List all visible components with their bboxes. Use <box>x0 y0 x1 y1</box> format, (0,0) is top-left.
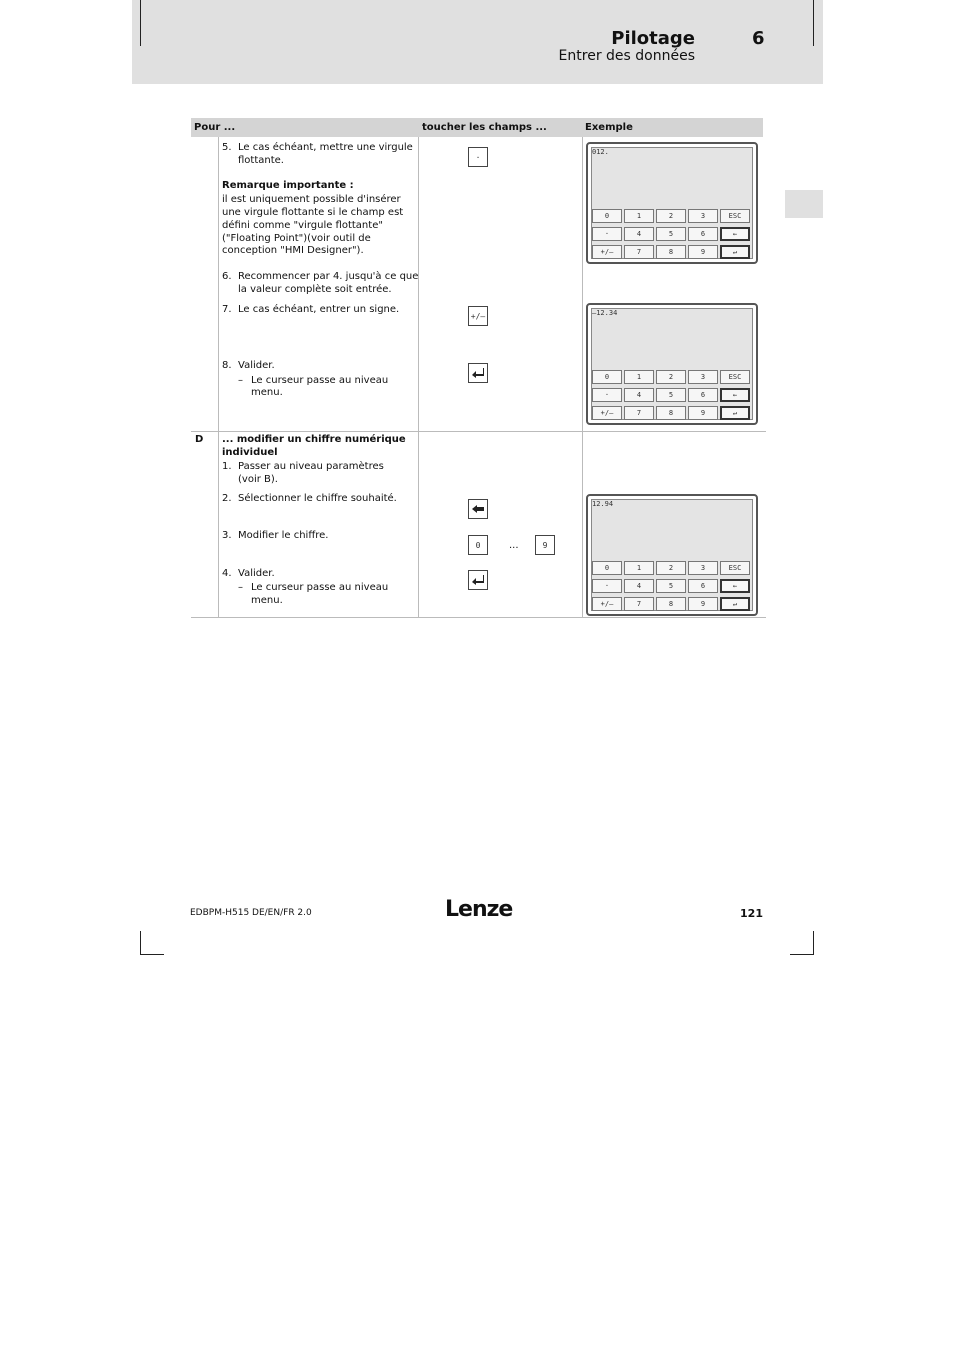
device-keypad <box>592 209 750 259</box>
row-title: ... modifier un chiffre numérique <box>222 434 406 445</box>
table-header <box>191 118 763 137</box>
left-arrow-key[interactable] <box>468 499 488 519</box>
crop-mark <box>140 954 164 955</box>
example-device-2 <box>586 303 758 425</box>
digit-1-key[interactable]: 1 <box>624 561 654 575</box>
step-number: 4. <box>222 568 232 579</box>
step-number: 8. <box>222 360 232 371</box>
left-arrow-icon <box>471 504 485 514</box>
digit-3-key[interactable]: 3 <box>688 561 718 575</box>
digit-6-key[interactable]: 6 <box>688 227 718 241</box>
digit-7-key[interactable]: 7 <box>624 245 654 259</box>
chapter-title: Pilotage <box>611 28 695 49</box>
digit-2-key[interactable]: 2 <box>656 209 686 223</box>
digit-3-key[interactable]: 3 <box>688 209 718 223</box>
sign-key[interactable]: +/– <box>592 597 622 611</box>
digit-5-key[interactable]: 5 <box>656 388 686 402</box>
device-readout: 12.94 <box>592 500 614 508</box>
example-device-3 <box>586 494 758 616</box>
decimal-point-key[interactable]: · <box>592 227 622 241</box>
esc-key[interactable]: ESC <box>720 209 750 223</box>
digit-9-key[interactable]: 9 <box>688 597 718 611</box>
page-number: 121 <box>740 907 763 920</box>
col-header-pour: Pour ... <box>194 122 236 133</box>
remark-text: il est uniquement possible d'insérer <box>222 194 401 205</box>
remark-text: une virgule flottante si le champ est <box>222 207 404 218</box>
step-number: 5. <box>222 142 232 153</box>
dash: – <box>238 375 243 386</box>
digit-6-key[interactable]: 6 <box>688 388 718 402</box>
step-number: 2. <box>222 493 232 504</box>
step-text: Le cas échéant, entrer un signe. <box>238 304 400 315</box>
step-subtext: menu. <box>251 387 283 398</box>
enter-key[interactable] <box>468 363 488 383</box>
dash: – <box>238 582 243 593</box>
example-device-1 <box>586 142 758 264</box>
digit-7-key[interactable]: 7 <box>624 597 654 611</box>
step-text: Le cas échéant, mettre une virgule <box>238 142 413 153</box>
step-number: 3. <box>222 530 232 541</box>
digit-2-key[interactable]: 2 <box>656 561 686 575</box>
digit-1-key[interactable]: 1 <box>624 370 654 384</box>
esc-key[interactable]: ESC <box>720 370 750 384</box>
step-text: (voir B). <box>238 474 278 485</box>
enter-key[interactable]: ↵ <box>720 597 750 611</box>
left-arrow-key[interactable]: ← <box>720 579 750 593</box>
digit-9-key[interactable]: 9 <box>688 406 718 420</box>
digit-4-key[interactable]: 4 <box>624 227 654 241</box>
step-number: 7. <box>222 304 232 315</box>
device-keypad <box>592 370 750 420</box>
decimal-point-key[interactable]: · <box>592 388 622 402</box>
esc-key[interactable]: ESC <box>720 561 750 575</box>
digit-nine-key[interactable]: 9 <box>535 535 555 555</box>
column-divider <box>418 137 419 618</box>
step-text: flottante. <box>238 155 284 166</box>
digit-1-key[interactable]: 1 <box>624 209 654 223</box>
step-number: 6. <box>222 271 232 282</box>
step-text: Valider. <box>238 568 275 579</box>
crop-mark <box>140 931 141 955</box>
digit-7-key[interactable]: 7 <box>624 406 654 420</box>
crop-mark <box>813 0 814 46</box>
step-number: 1. <box>222 461 232 472</box>
remark-text: défini comme "virgule flottante" <box>222 220 383 231</box>
step-text: Sélectionner le chiffre souhaité. <box>238 493 397 504</box>
crop-mark <box>140 0 141 46</box>
ellipsis: ... <box>509 540 519 551</box>
device-readout: 012. <box>592 148 609 156</box>
col-header-toucher: toucher les champs ... <box>422 122 547 133</box>
digit-4-key[interactable]: 4 <box>624 579 654 593</box>
enter-key[interactable] <box>468 570 488 590</box>
digit-3-key[interactable]: 3 <box>688 370 718 384</box>
row-title: individuel <box>222 447 278 458</box>
digit-4-key[interactable]: 4 <box>624 388 654 402</box>
digit-5-key[interactable]: 5 <box>656 227 686 241</box>
digit-0-key[interactable]: 0 <box>592 561 622 575</box>
step-text: Modifier le chiffre. <box>238 530 329 541</box>
col-header-exemple: Exemple <box>585 122 633 133</box>
sign-key[interactable]: +/– <box>468 306 488 326</box>
digit-0-key[interactable]: 0 <box>592 209 622 223</box>
sign-key[interactable]: +/– <box>592 406 622 420</box>
enter-key[interactable]: ↵ <box>720 406 750 420</box>
row-letter: D <box>195 434 204 445</box>
step-text: Passer au niveau paramètres <box>238 461 384 472</box>
step-text: Valider. <box>238 360 275 371</box>
enter-icon <box>471 575 485 585</box>
remark-text: ("Floating Point")(voir outil de <box>222 233 371 244</box>
chapter-tab <box>785 190 823 218</box>
decimal-point-key[interactable]: · <box>592 579 622 593</box>
column-divider <box>582 137 583 618</box>
sign-key[interactable]: +/– <box>592 245 622 259</box>
step-subtext: menu. <box>251 595 283 606</box>
row-divider <box>191 617 766 618</box>
enter-icon <box>471 368 485 378</box>
device-keypad <box>592 561 750 611</box>
section-title: Entrer des données <box>558 48 695 64</box>
step-subtext: Le curseur passe au niveau <box>251 582 389 593</box>
remark-text: conception "HMI Designer"). <box>222 245 364 256</box>
lenze-logo: Lenze <box>445 897 513 922</box>
digit-zero-key[interactable]: 0 <box>468 535 488 555</box>
row-divider <box>191 431 766 432</box>
document-code: EDBPM-H515 DE/EN/FR 2.0 <box>190 908 312 918</box>
digit-8-key[interactable]: 8 <box>656 406 686 420</box>
digit-2-key[interactable]: 2 <box>656 370 686 384</box>
device-readout: –12.34 <box>592 309 618 317</box>
step-subtext: Le curseur passe au niveau <box>251 375 389 386</box>
crop-mark <box>790 954 814 955</box>
enter-key[interactable]: ↵ <box>720 245 750 259</box>
step-text: la valeur complète soit entrée. <box>238 284 392 295</box>
column-divider <box>218 137 219 618</box>
digit-5-key[interactable]: 5 <box>656 579 686 593</box>
digit-6-key[interactable]: 6 <box>688 579 718 593</box>
header-band <box>132 0 823 84</box>
digit-9-key[interactable]: 9 <box>688 245 718 259</box>
step-text: Recommencer par 4. jusqu'à ce que <box>238 271 419 282</box>
left-arrow-key[interactable]: ← <box>720 388 750 402</box>
chapter-number: 6 <box>752 28 765 49</box>
digit-0-key[interactable]: 0 <box>592 370 622 384</box>
digit-8-key[interactable]: 8 <box>656 597 686 611</box>
left-arrow-key[interactable]: ← <box>720 227 750 241</box>
digit-8-key[interactable]: 8 <box>656 245 686 259</box>
decimal-point-key[interactable]: · <box>468 147 488 167</box>
crop-mark <box>813 931 814 955</box>
remark-title: Remarque importante : <box>222 180 354 191</box>
